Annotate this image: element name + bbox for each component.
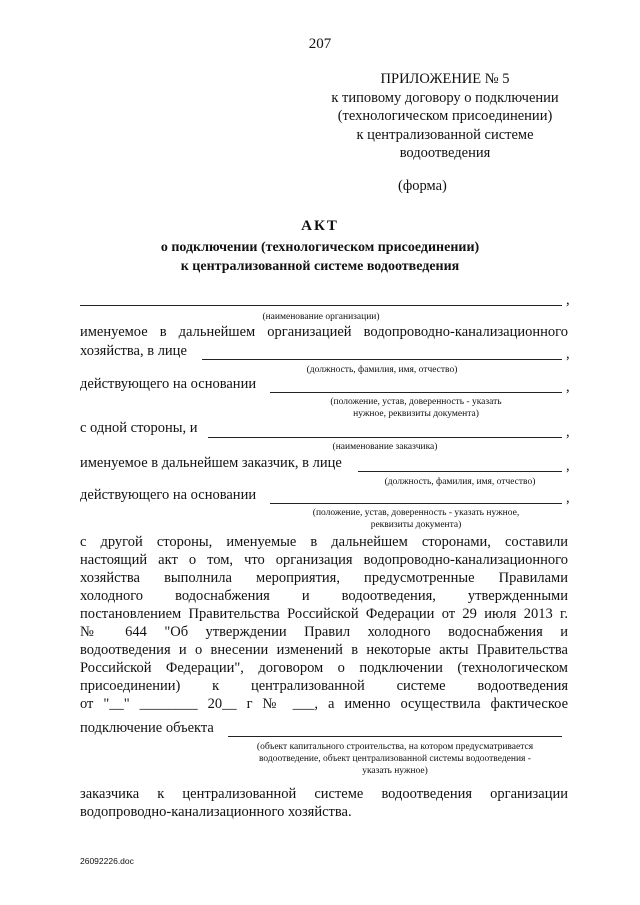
basis-hint <box>270 396 562 420</box>
org-basis-field[interactable] <box>270 392 562 393</box>
acting-basis-label: действующего на основании <box>80 376 257 392</box>
in-person-label: хозяйства, в лице <box>80 343 187 359</box>
body-line: хозяйства выполнила мероприятия, предусмотренные Правилами <box>80 570 568 586</box>
appendix-line: (технологическом присоединении) <box>337 108 553 124</box>
subtitle-line: к централизованной системе водоотведения <box>180 259 460 274</box>
basis-hint-line: реквизиты документа) <box>370 520 462 530</box>
body-line: холодного водоснабжения и водоотведения, утвержденными <box>80 588 568 604</box>
object-hint-line: (объект капитального строительства, на котором предусматривается <box>256 742 534 752</box>
form-label: (форма) <box>398 178 447 194</box>
body-line: Российской Федерации", договором о подключении (технологическом <box>80 660 568 676</box>
customer-hint: (наименование заказчика) <box>332 442 438 452</box>
comma: , <box>566 490 570 506</box>
body-line: присоединении) к централизованной системе водоотведения <box>80 678 568 694</box>
appendix-line: к типовому договору о подключении <box>331 89 559 106</box>
body-line: водоотведения и о внесении изменений в некоторые акты Правительства <box>80 642 568 658</box>
named-customer-label: именуемое в дальнейшем заказчик, в лице <box>80 455 342 471</box>
connection-object-field[interactable] <box>228 736 562 737</box>
appendix-block <box>300 70 590 163</box>
org-representative-field[interactable] <box>202 359 562 360</box>
customer-representative-field[interactable] <box>358 471 562 472</box>
page-number: 207 <box>308 36 332 52</box>
organization-name-field[interactable] <box>80 305 562 306</box>
subtitle-line: о подключении (технологическом присоединении) <box>160 240 480 255</box>
document-title: АКТ <box>301 218 339 234</box>
customer-basis-field[interactable] <box>270 503 562 504</box>
footer-filename: 26092226.doc <box>80 856 134 866</box>
final-line: заказчика к централизованной системе водоотведения организации <box>80 786 568 802</box>
basis-hint-line: нужное, реквизиты документа) <box>353 409 479 419</box>
appendix-line: водоотведения <box>399 145 491 161</box>
final-line: водопроводно-канализационного хозяйства. <box>80 804 352 820</box>
position-hint: (должность, фамилия, имя, отчество) <box>384 477 536 487</box>
basis-hint <box>270 507 562 531</box>
appendix-line: к централизованной системе <box>356 126 534 143</box>
acting-basis-label: действующего на основании <box>80 487 257 503</box>
document-subtitle <box>0 238 640 276</box>
body-line: с другой стороны, именуемые в дальнейшем сторонами, составили <box>80 534 568 550</box>
organization-hint: (наименование организации) <box>262 312 380 322</box>
comma: , <box>566 346 570 362</box>
comma: , <box>566 458 570 474</box>
named-organization-text: именуемое в дальнейшем организацией водопроводно-канализационного <box>80 324 568 340</box>
object-hint-line: указать нужное) <box>362 766 428 776</box>
position-hint: (должность, фамилия, имя, отчество) <box>306 365 458 375</box>
body-line: № 644 "Об утверждении Правил холодного водоснабжения и <box>80 624 568 640</box>
body-line: от "__" ________ 20__ г № ___, а именно осуществила фактическое <box>80 696 568 712</box>
connection-object-label: подключение объекта <box>80 720 214 736</box>
one-side-label: с одной стороны, и <box>80 420 198 436</box>
basis-hint-line: (положение, устав, доверенность - указать <box>330 397 502 407</box>
comma: , <box>566 379 570 395</box>
body-line: постановлением Правительства Российской Федерации от 29 июля 2013 г. <box>80 606 568 622</box>
customer-name-field[interactable] <box>208 437 562 438</box>
basis-hint-line: (положение, устав, доверенность - указать нужное, <box>312 508 520 518</box>
comma: , <box>566 424 570 440</box>
object-hint-line: водоотведение, объект централизованной системы водоотведения - <box>259 754 531 764</box>
body-line: настоящий акт о том, что организация водопроводно-канализационного <box>80 552 568 568</box>
comma: , <box>566 292 570 308</box>
object-hint <box>228 741 562 777</box>
appendix-title: ПРИЛОЖЕНИЕ № 5 <box>380 71 510 87</box>
